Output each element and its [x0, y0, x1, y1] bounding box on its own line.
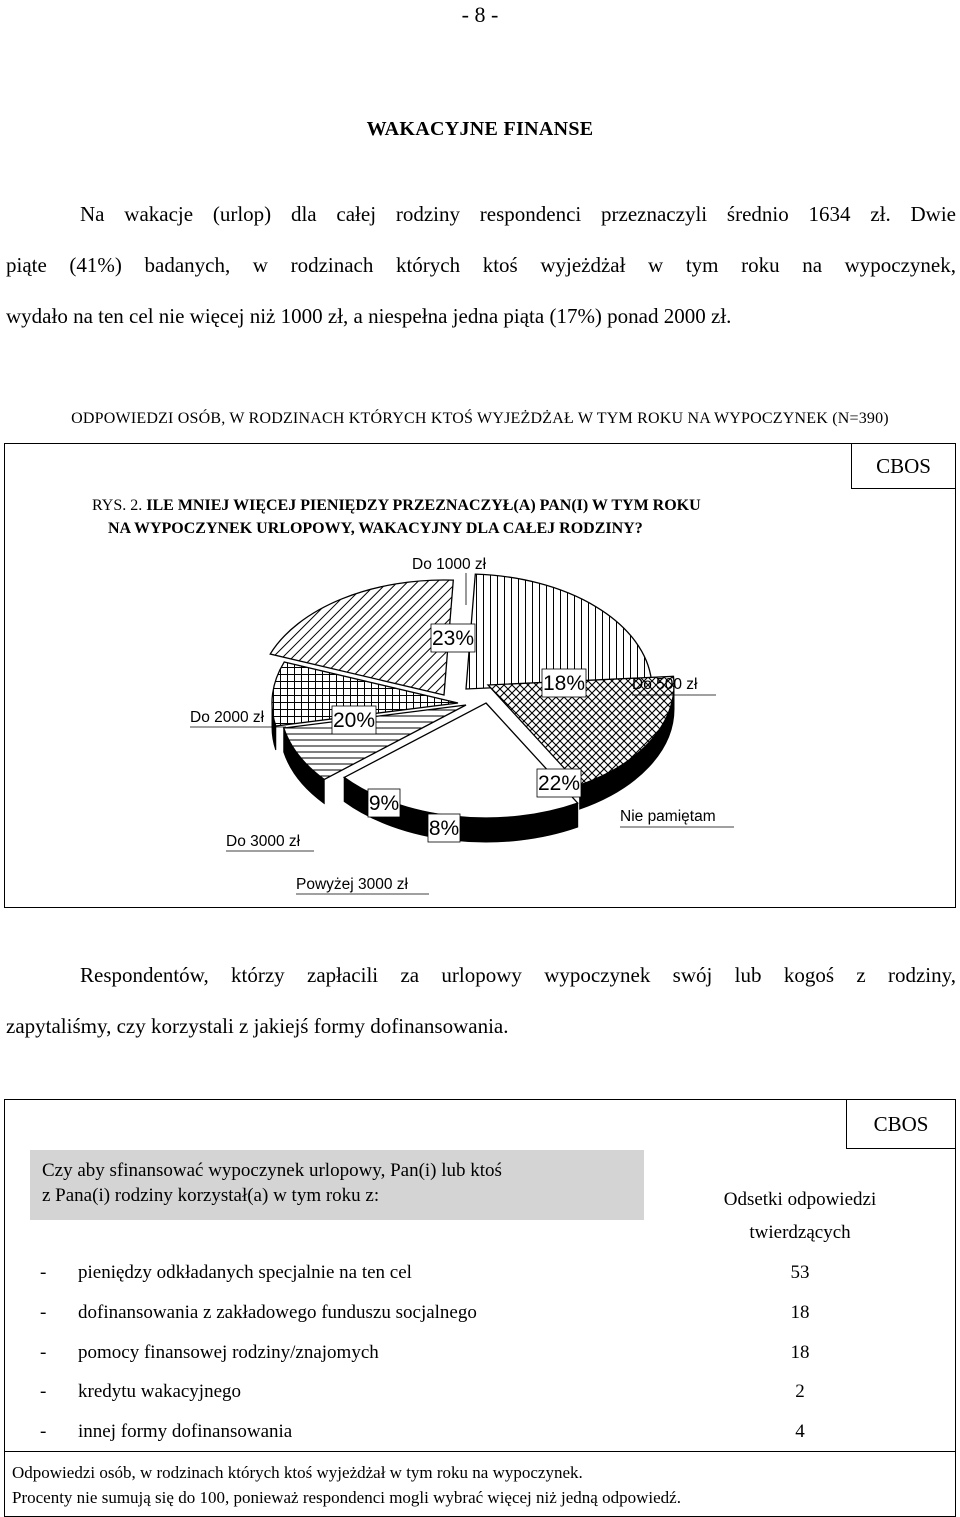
- pie-category-label: Do 3000 zł: [226, 833, 301, 850]
- footnote-line-1: Odpowiedzi osób, w rodzinach których ktoś wyjeżdżał w tym roku na wypoczynek.: [12, 1463, 583, 1482]
- answer-header: [700, 1183, 900, 1249]
- table-row: [40, 1377, 840, 1407]
- figure-caption-line-2: NA WYPOCZYNEK URLOPOWY, WAKACYJNY DLA CAŁEJ RODZINY?: [108, 520, 643, 537]
- pie-category-label: Do 500 zł: [632, 676, 698, 693]
- pie-value-label: [542, 669, 586, 697]
- svg-text:23%: 23%: [431, 627, 475, 650]
- svg-text:20%: 20%: [332, 709, 376, 732]
- pie-value-label: [431, 624, 475, 652]
- table-row: [40, 1417, 840, 1447]
- pie-value-label: [332, 706, 376, 734]
- pie-chart: [4, 545, 954, 895]
- table-footnote: [12, 1460, 681, 1510]
- question-line-1: Czy aby sfinansować wypoczynek urlopowy, Pan(i) lub ktoś: [42, 1160, 502, 1181]
- figure-caption-line-1: ILE MNIEJ WIĘCEJ PIENIĘDZY PRZEZNACZYŁ(A) PAN(I) W TYM ROKU: [146, 497, 701, 514]
- svg-text:18%: 18%: [542, 672, 586, 695]
- row-dash: -: [40, 1342, 47, 1363]
- pie-category-label: Powyżej 3000 zł: [296, 876, 409, 893]
- section-title: WAKACYJNE FINANSE: [366, 118, 594, 140]
- svg-text:8%: 8%: [428, 817, 460, 840]
- intro-line-3: wydało na ten cel nie więcej niż 1000 zł, a niespełna jedna piąta (17%) ponad 2000 zł.: [6, 304, 732, 328]
- middle-line-1: Respondentów, którzy zapłacili za urlopowy wypoczynek swój lub kogoś z rodziny,: [80, 963, 956, 987]
- pie-category-label: Do 2000 zł: [190, 709, 265, 726]
- row-dash: -: [40, 1421, 47, 1442]
- answer-header-line-1: Odsetki odpowiedzi: [723, 1189, 877, 1210]
- row-value: 18: [790, 1302, 810, 1323]
- intro-line-2: piąte (41%) badanych, w rodzinach których ktoś wyjeżdżał w tym roku na wypoczynek,: [6, 253, 956, 277]
- cbos-label: CBOS: [851, 443, 956, 489]
- table-row: [40, 1258, 840, 1288]
- svg-text:9%: 9%: [368, 792, 400, 815]
- answer-header-line-2: twierdzących: [749, 1222, 851, 1243]
- figure-prefix: RYS. 2.: [92, 497, 143, 514]
- row-value: 2: [795, 1381, 805, 1402]
- pie-category-label: Nie pamiętam: [620, 808, 716, 825]
- row-value: 4: [795, 1421, 805, 1442]
- intro-paragraph: [6, 189, 956, 342]
- chart-subtitle: ODPOWIEDZI OSÓB, W RODZINACH KTÓRYCH KTOŚ WYJEŻDŻAŁ W TYM ROKU NA WYPOCZYNEK (N=390): [71, 410, 889, 427]
- pie-value-label: [368, 789, 400, 817]
- svg-text:22%: 22%: [537, 772, 581, 795]
- table-row: [40, 1298, 840, 1328]
- row-label: pieniędzy odkładanych specjalnie na ten cel: [78, 1262, 412, 1283]
- pie-value-label: [428, 814, 460, 842]
- footnote-line-2: Procenty nie sumują się do 100, ponieważ respondenci mogli wybrać więcej niż jedną odpowiedź.: [12, 1488, 681, 1507]
- question-line-2: z Pana(i) rodziny korzystał(a) w tym roku z:: [42, 1185, 380, 1206]
- cbos-label-table: CBOS: [846, 1099, 956, 1149]
- page-number: - 8 -: [461, 2, 499, 27]
- footer-divider: [4, 1451, 956, 1452]
- row-dash: -: [40, 1302, 47, 1323]
- row-dash: -: [40, 1381, 47, 1402]
- row-label: kredytu wakacyjnego: [78, 1381, 242, 1402]
- middle-line-2: zapytaliśmy, czy korzystali z jakiejś formy dofinansowania.: [6, 1014, 509, 1038]
- row-label: pomocy finansowej rodziny/znajomych: [78, 1342, 379, 1363]
- question-box: [30, 1150, 644, 1220]
- row-label: dofinansowania z zakładowego funduszu socjalnego: [78, 1302, 477, 1323]
- pie-value-label: [537, 769, 581, 797]
- figure-caption: [92, 494, 701, 540]
- middle-paragraph: [6, 950, 956, 1052]
- row-value: 18: [790, 1342, 810, 1363]
- row-label: innej formy dofinansowania: [78, 1421, 293, 1442]
- pie-category-label: Do 1000 zł: [412, 556, 487, 573]
- row-value: 53: [790, 1262, 810, 1283]
- table-row: [40, 1338, 840, 1368]
- intro-line-1: Na wakacje (urlop) dla całej rodziny respondenci przeznaczyli średnio 1634 zł. Dwie: [80, 202, 956, 226]
- row-dash: -: [40, 1262, 47, 1283]
